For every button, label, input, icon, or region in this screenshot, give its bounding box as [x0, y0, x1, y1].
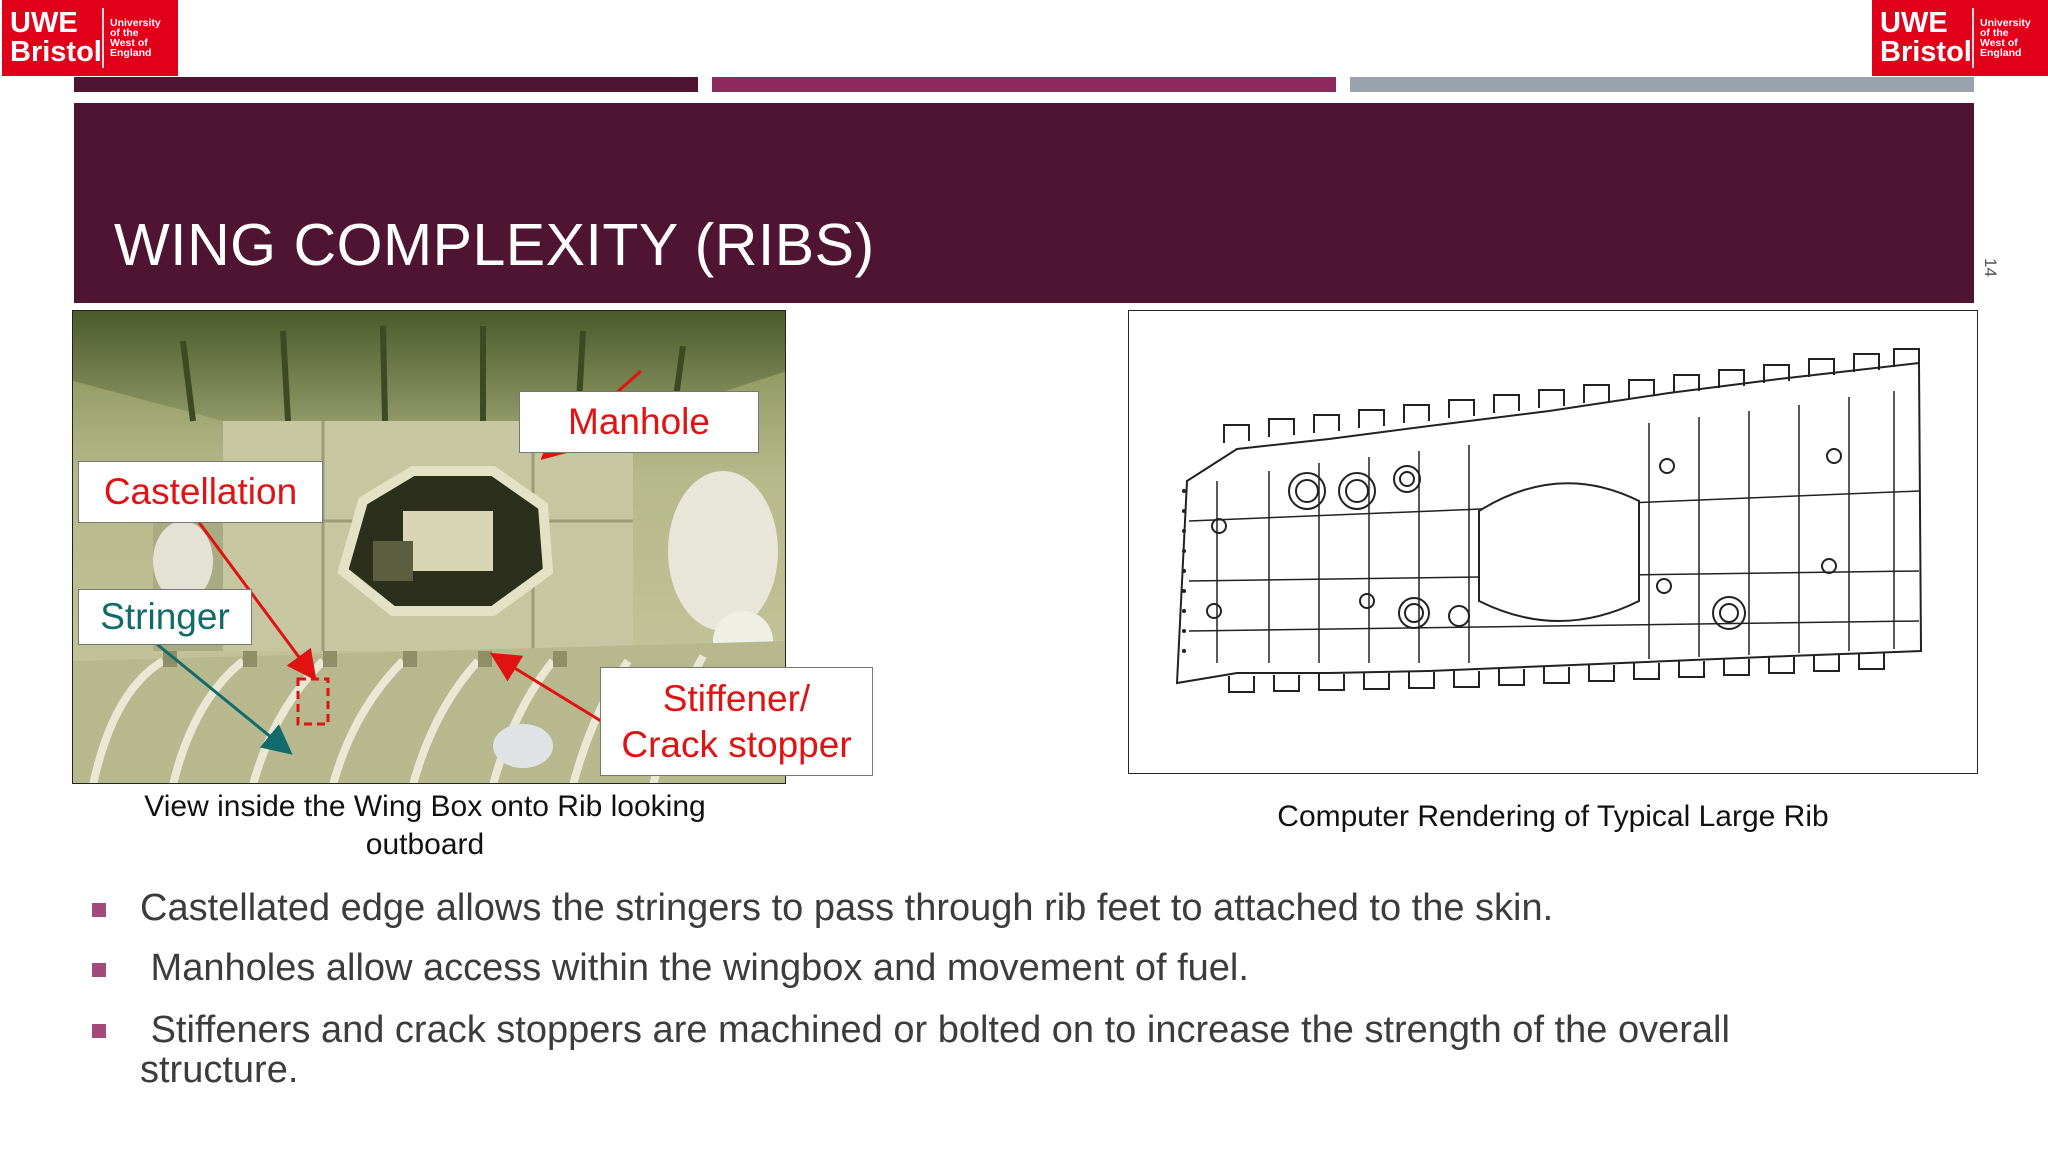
callout-stiffener-line2: Crack stopper [621, 723, 852, 765]
logo-word-bristol: Bristol [1880, 36, 1972, 68]
logo-word-uwe: UWE [1880, 7, 1948, 39]
logo-small-4: England [1980, 47, 2022, 59]
accent-bar-magenta [712, 77, 1336, 92]
photo-caption [110, 788, 740, 864]
rib-drawing [1129, 311, 1977, 773]
logo-word-uwe: UWE [10, 7, 78, 39]
bullet-marker-1 [92, 903, 106, 917]
bullet-marker-2 [92, 963, 106, 977]
logo-word-bristol: Bristol [10, 36, 102, 68]
slide-title: WING COMPLEXITY (RIBS) [114, 212, 875, 278]
bullet-text-3: Stiffeners and crack stoppers are machined or bolted on to increase the strength of the overall structure. [140, 1009, 1741, 1091]
photo-caption-line2: outboard [365, 828, 485, 861]
logo-small-2: of the [110, 27, 139, 39]
photo-caption-line1: View inside the Wing Box onto Rib looking [144, 790, 706, 823]
stiffener-arrow [495, 656, 601, 721]
callout-stiffener [600, 667, 873, 776]
bullet-text-2: Manholes allow access within the wingbox and movement of fuel. [140, 947, 1249, 989]
accent-bar-dark [74, 77, 698, 92]
bullet-text-1: Castellated edge allows the stringers to pass through rib feet to attached to the skin. [140, 887, 1554, 929]
logo-small-4: England [110, 47, 152, 59]
logo-separator [102, 8, 104, 68]
callout-stringer: Stringer [78, 589, 252, 645]
callout-manhole: Manhole [519, 391, 759, 453]
logo-small-3: West of [110, 37, 148, 49]
logo-small-1: University [1980, 17, 2031, 29]
logo-separator [1972, 8, 1974, 68]
uwe-logo-right [1872, 0, 2048, 76]
rib-rendering [1128, 310, 1978, 774]
castellation-highlight-box [298, 679, 328, 724]
uwe-logo-left [2, 0, 178, 76]
bullet-marker-3 [92, 1024, 106, 1038]
page-number: 14 [1981, 258, 2000, 277]
logo-small-3: West of [1980, 37, 2018, 49]
callout-stiffener-line1: Stiffener/ [662, 677, 811, 719]
drawing-caption: Computer Rendering of Typical Large Rib [1277, 800, 1829, 833]
title-band [74, 103, 1974, 303]
logo-small-2: of the [1980, 27, 2009, 39]
stringer-arrow [153, 641, 288, 751]
callout-castellation: Castellation [78, 461, 323, 523]
logo-small-1: University [110, 17, 161, 29]
accent-bar-grey [1350, 77, 1974, 92]
